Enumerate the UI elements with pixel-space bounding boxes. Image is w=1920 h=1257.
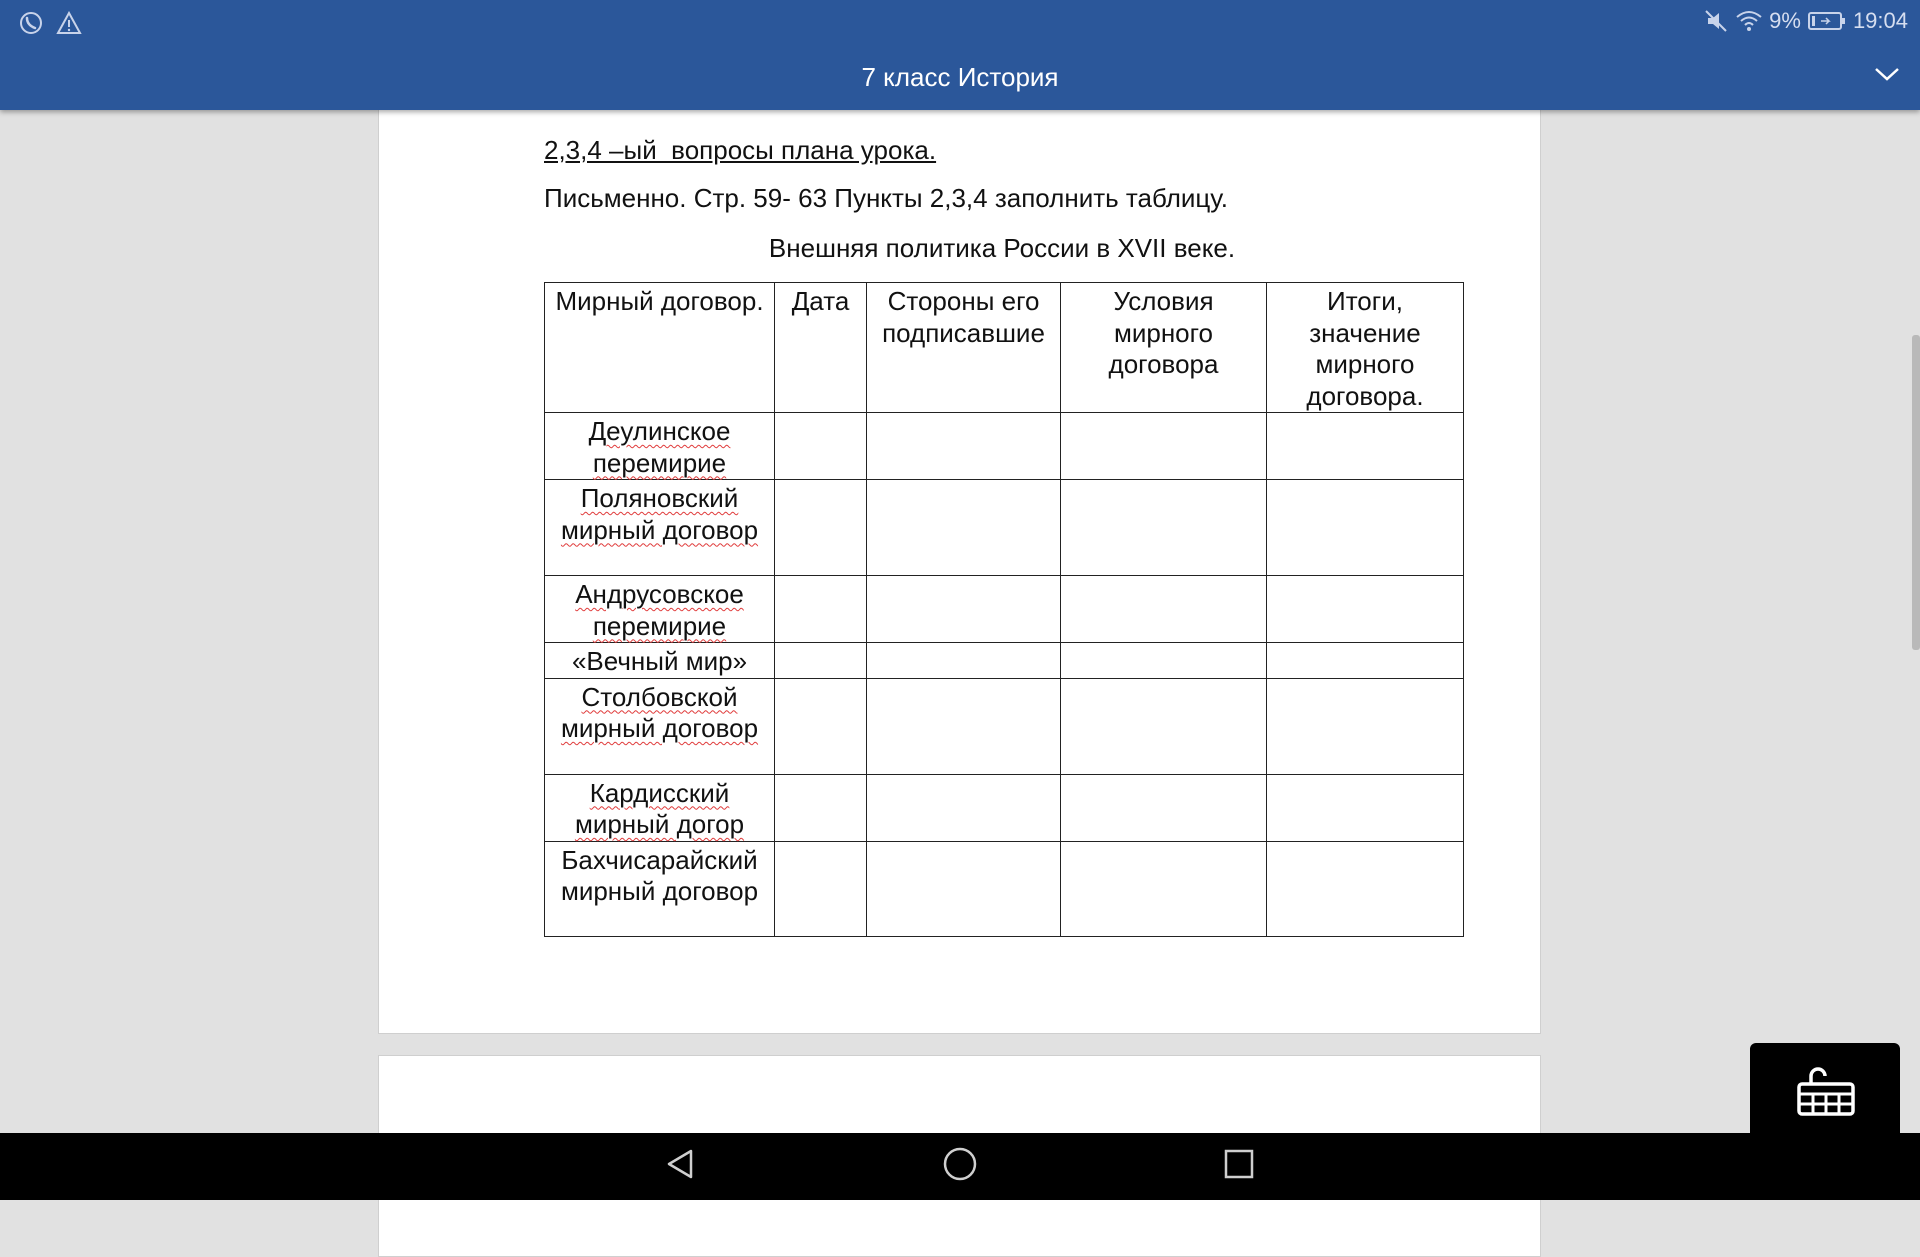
- table-cell[interactable]: [1267, 413, 1464, 480]
- table-cell[interactable]: [775, 774, 867, 841]
- table-title: Внешняя политика России в XVII веке.: [768, 233, 1236, 263]
- treaty-name-text: Столбовской мирный договор: [560, 681, 759, 743]
- table-header-row: [545, 283, 1464, 413]
- table-cell[interactable]: [1267, 774, 1464, 841]
- home-button[interactable]: [915, 1133, 1005, 1200]
- back-icon: [663, 1147, 697, 1186]
- header-treaty: Мирный договор.: [545, 283, 775, 413]
- table-cell[interactable]: [775, 413, 867, 480]
- table-row: [545, 774, 1464, 841]
- row-treaty-name: Бахчисарайский мирный договор: [545, 841, 775, 936]
- table-cell[interactable]: [775, 841, 867, 936]
- table-cell[interactable]: [1061, 480, 1267, 576]
- table-row: [545, 413, 1464, 480]
- battery-percent: 9%: [1769, 8, 1801, 33]
- scrollbar-thumb[interactable]: [1912, 335, 1920, 650]
- table-cell[interactable]: [1267, 576, 1464, 643]
- table-cell[interactable]: [867, 841, 1061, 936]
- document-page[interactable]: [378, 80, 1541, 1034]
- table-cell[interactable]: [775, 576, 867, 643]
- table-row: [545, 576, 1464, 643]
- table-cell[interactable]: [1061, 576, 1267, 643]
- table-cell[interactable]: [867, 643, 1061, 679]
- table-cell[interactable]: [1267, 841, 1464, 936]
- row-treaty-name: [545, 480, 775, 576]
- mute-icon: [1703, 8, 1729, 34]
- keyboard-unlock-icon: [1793, 1064, 1857, 1123]
- row-treaty-name: «Вечный мир»: [545, 643, 775, 679]
- table-cell[interactable]: [1061, 841, 1267, 936]
- row-treaty-name: [545, 774, 775, 841]
- warning-icon: [56, 11, 82, 35]
- table-cell[interactable]: [1061, 413, 1267, 480]
- table-cell[interactable]: [867, 413, 1061, 480]
- treaties-table: [544, 282, 1464, 937]
- treaty-name-text: Кардисский мирный догор: [574, 777, 745, 839]
- document-title: 7 класс История: [861, 62, 1059, 92]
- clock: 19:04: [1852, 8, 1908, 33]
- back-button[interactable]: [635, 1133, 725, 1200]
- home-icon: [942, 1146, 978, 1187]
- table-cell[interactable]: [1267, 678, 1464, 774]
- app-bar: [0, 0, 1920, 110]
- navigation-bar: [0, 1133, 1920, 1200]
- row-treaty-name: [545, 576, 775, 643]
- table-row: [545, 678, 1464, 774]
- header-conditions: Условия мирного договора: [1061, 283, 1267, 413]
- table-row: [545, 643, 1464, 679]
- table-cell[interactable]: [867, 678, 1061, 774]
- table-cell[interactable]: [1267, 480, 1464, 576]
- treaty-name-text: Деулинское перемирие: [588, 416, 731, 478]
- viber-icon: [18, 10, 44, 36]
- table-cell[interactable]: [1061, 643, 1267, 679]
- table-cell[interactable]: [867, 774, 1061, 841]
- recents-icon: [1223, 1148, 1255, 1185]
- table-cell[interactable]: [1267, 643, 1464, 679]
- battery-icon: [1807, 10, 1847, 32]
- header-date: Дата: [775, 283, 867, 413]
- row-treaty-name: [545, 413, 775, 480]
- recents-button[interactable]: [1194, 1133, 1284, 1200]
- chevron-down-icon[interactable]: [1874, 66, 1900, 87]
- row-treaty-name: [545, 678, 775, 774]
- keyboard-toggle-button[interactable]: [1750, 1043, 1900, 1143]
- table-cell[interactable]: [775, 480, 867, 576]
- table-row: [545, 841, 1464, 936]
- table-cell[interactable]: [867, 480, 1061, 576]
- table-cell[interactable]: [775, 678, 867, 774]
- header-results: Итоги, значение мирного договора.: [1267, 283, 1464, 413]
- treaty-name-text: Андрусовское перемирие: [575, 579, 744, 641]
- table-cell[interactable]: [775, 643, 867, 679]
- treaty-name-text: Поляновский мирный договор: [560, 483, 759, 545]
- status-left: [18, 10, 82, 36]
- table-cell[interactable]: [867, 576, 1061, 643]
- assignment-text: Письменно. Стр. 59- 63 Пункты 2,3,4 заполнить таблицу.: [544, 183, 1228, 213]
- status-right: [1703, 8, 1908, 34]
- table-row: [545, 480, 1464, 576]
- lesson-plan-heading: 2,3,4 –ый вопросы плана урока.: [544, 135, 937, 165]
- table-cell[interactable]: [1061, 678, 1267, 774]
- wifi-icon: [1735, 9, 1763, 33]
- table-cell[interactable]: [1061, 774, 1267, 841]
- header-parties: Стороны его подписавшие: [867, 283, 1061, 413]
